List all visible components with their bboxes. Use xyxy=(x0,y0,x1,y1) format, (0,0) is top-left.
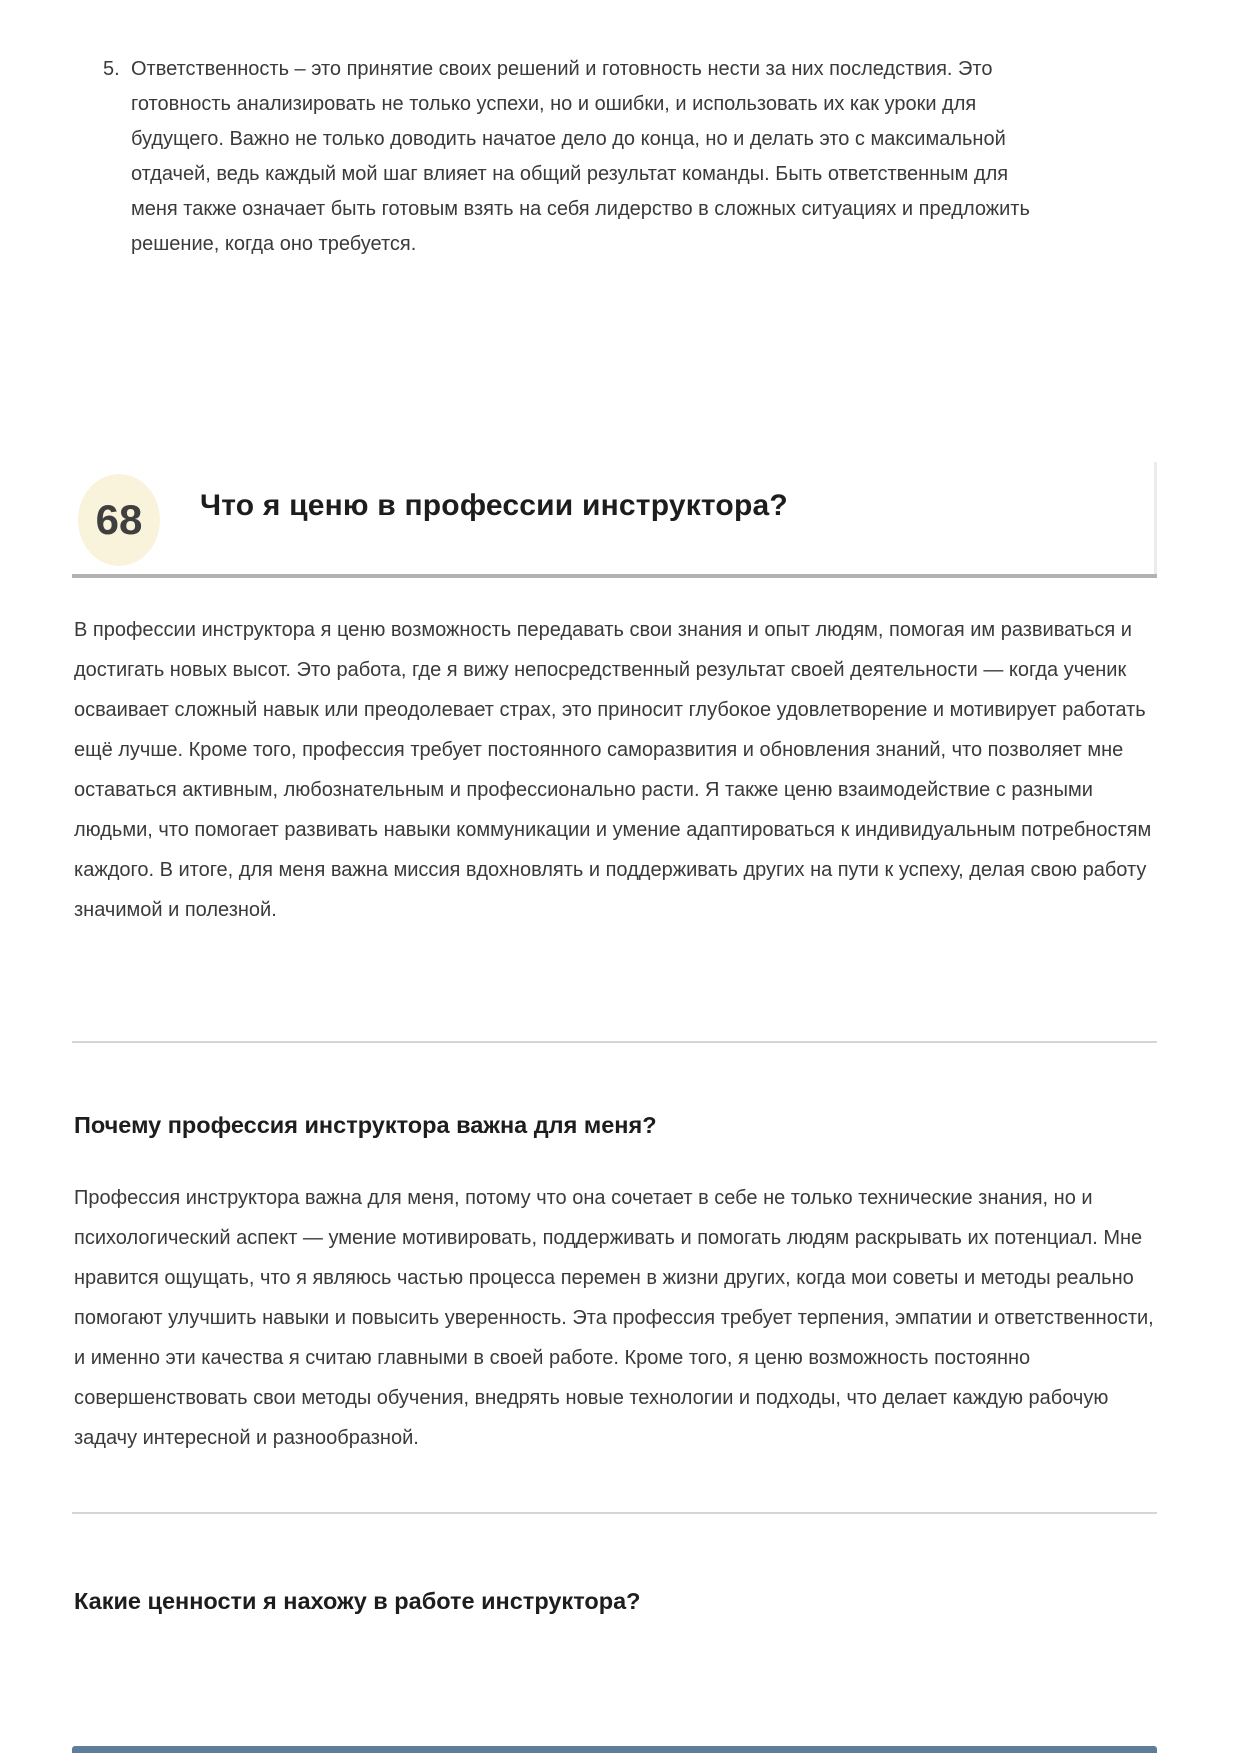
section-divider-2 xyxy=(72,1512,1157,1514)
intro-paragraph: В профессии инструктора я ценю возможность передавать свои знания и опыт людям, помогая им развиваться и достигать новых высот. Это работа, где я вижу непосредственный результат своей деятельности — когда ученик осваивает сложный навык или преодолевает страх, это приносит глубокое удовлетворение и мотивирует работать ещё лучше. Кроме того, профессия требует постоянного саморазвития и обновления знаний, что позволяет мне оставаться активным, любознательным и профессионально расти. Я также ценю взаимодействие с разными людьми, что помогает развивать навыки коммуникации и умение адаптироваться к индивидуальным потребностям каждого. В итоге, для меня важна миссия вдохновлять и поддерживать других на пути к успеху, делая свою работу значимой и полезной. xyxy=(74,619,1152,921)
list-item-text: Ответственность – это принятие своих решений и готовность нести за них последствия. Это готовность анализировать не только успехи, но и ошибки, и использовать их как уроки для будущего. Важно не только доводить начатое дело до конца, но и делать это с максимальной отдачей, ведь каждый мой шаг влияет на общий результат команды. Быть ответственным для меня также означает быть готовым взять на себя лидерство в сложных ситуациях и предложить решение, когда оно требуется. xyxy=(131,58,1030,255)
header-right-edge-line xyxy=(1154,462,1157,575)
question-title: Что я ценю в профессии инструктора? xyxy=(200,489,788,522)
list-item xyxy=(103,52,1050,262)
header-divider xyxy=(72,574,1157,578)
list-item-number: 5. xyxy=(103,58,120,80)
section-heading-1: Почему профессия инструктора важна для меня? xyxy=(74,1112,657,1138)
section-divider-1 xyxy=(72,1041,1157,1043)
question-number: 68 xyxy=(95,496,143,543)
section-heading-2: Какие ценности я нахожу в работе инструктора? xyxy=(74,1588,641,1614)
next-block-top-edge xyxy=(72,1746,1157,1753)
section-body-1: Профессия инструктора важна для меня, потому что она сочетает в себе не только технические знания, но и психологический аспект — умение мотивировать, поддерживать и помогать людям раскрывать их потенциал. Мне нравится ощущать, что я являюсь частью процесса перемен в жизни других, когда мои советы и методы реально помогают улучшить навыки и повысить уверенность. Эта профессия требует терпения, эмпатии и ответственности, и именно эти качества я считаю главными в своей работе. Кроме того, я ценю возможность постоянно совершенствовать свои методы обучения, внедрять новые технологии и подходы, что делает каждую рабочую задачу интересной и разнообразной. xyxy=(74,1187,1154,1449)
question-number-badge xyxy=(78,474,160,566)
